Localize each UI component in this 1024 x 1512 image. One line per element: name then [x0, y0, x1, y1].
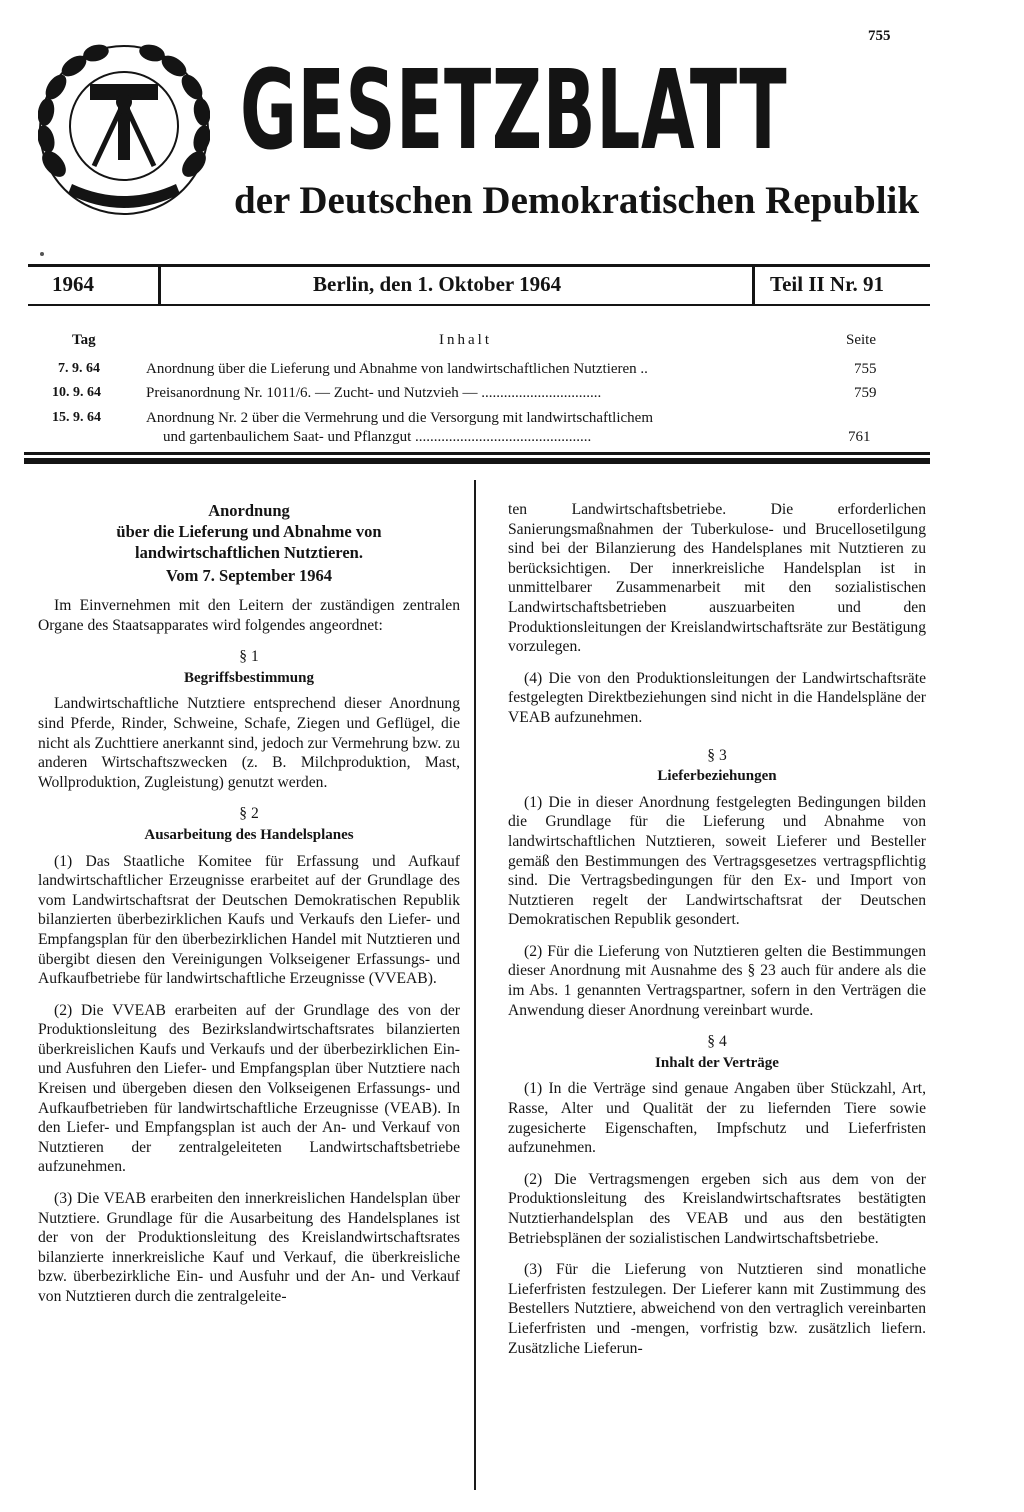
paragraph: Landwirtschaftliche Nutztiere entsprechend dieser Anordnung sind Pferde, Rinder, Schweine, Schafe, Ziegen und Geflügel, die nicht als Zuchttiere anerkannt sind, jedoch zur Vermehrung bzw. zu anderen Wirtschaftszwecken (z. B. Milchproduktion, Mast, Wollproduktion, Zugleistung) genutzt werden. [38, 695, 460, 791]
section-number: § 4 [707, 1033, 727, 1051]
toc-header-inhalt: Inhalt [439, 332, 492, 348]
ordinance-title-line: landwirtschaftlichen Nutztieren. [135, 543, 363, 562]
gazette-title: GESETZBLATT [240, 46, 788, 174]
paragraph: (1) Die in dieser Anordnung festgelegten Bedingungen bilden die Grundlage für die Lieferung und Abnahme von landwirtschaftlichen Nutztieren, soweit Lieferer und Besteller gemäß den Bestimmungen des Vertragsgesetzes vertragspflichtig sind. Die Vertragsbedingungen für den Ex- und Import von Nutztieren regelt der Landwirtschaftsrat der Deutschen Demokratischen Republik gesondert. [508, 793, 926, 929]
toc-row-page: 759 [854, 385, 877, 401]
column-divider [474, 480, 476, 1490]
header-divider-left [158, 264, 161, 306]
header-rule-top [28, 264, 930, 267]
section-title: Begriffsbestimmung [184, 669, 314, 686]
toc-row-title: Anordnung Nr. 2 über die Vermehrung und die Versorgung mit landwirtschaftlichem [146, 410, 653, 426]
section-title: Lieferbeziehungen [657, 768, 777, 785]
ordinance-title-line: Anordnung [208, 501, 290, 520]
toc-row-date: 7. 9. 64 [58, 361, 100, 376]
issue-date: Berlin, den 1. Oktober 1964 [313, 272, 562, 296]
toc-header-seite: Seite [846, 332, 876, 348]
paragraph: (2) Für die Lieferung von Nutztieren gelten die Bestimmungen dieser Anordnung mit Ausnahme des § 23 auch für andere als die im Abs. 1 genannten Vertragspartner, sofern in den Verträgen die Anwendung dieser Anordnung vereinbart wurde. [508, 942, 926, 1019]
paragraph: (3) Für die Lieferung von Nutztieren sind monatliche Lieferfristen festzulegen. Der Lieferer kann mit Zustimmung des Bestellers Nutztiere, abweichend von den vertraglich vereinbarten Lieferfristen und -mengen, vorfristig bzw. zusätzlich liefern. Zusätzliche Lieferun- [508, 1261, 926, 1357]
section-number: § 2 [239, 805, 259, 823]
issue-year: 1964 [52, 272, 94, 296]
section-title: Inhalt der Verträge [655, 1054, 779, 1071]
right-column [508, 500, 926, 1358]
toc-row-title-continued: und gartenbaulichem Saat- und Pflanzgut ............................................... [163, 429, 592, 445]
ordinance-title-line: über die Lieferung und Abnahme von [116, 522, 382, 541]
ordinance-date: Vom 7. September 1964 [166, 566, 332, 585]
header-divider-right [752, 264, 755, 306]
section-number: § 1 [239, 648, 259, 666]
toc-row-date: 15. 9. 64 [52, 410, 101, 425]
toc-row-page: 755 [854, 361, 877, 377]
paragraph: (1) Das Staatliche Komitee für Erfassung und Aufkauf landwirtschaftlicher Erzeugnisse erarbeitet auf der Grundlage des vom Landwirtschaftsrat der Deutschen Demokratischen Republik bilanzierten überbezirklichen Kaufs und Verkaufs den Liefer- und Empfangsplan für den überbezirklichen Handel mit Nutztieren und übergibt diesen den Vereinigungen Volkseigener Erfassungs- und Aufkaufbetriebe für landwirtschaftliche Erzeugnisse (VVEAB). [38, 852, 460, 988]
gazette-subtitle: der Deutschen Demokratischen Republik [234, 179, 920, 222]
header-rule-bottom [28, 304, 930, 306]
section-title: Ausarbeitung des Handelsplanes [144, 826, 354, 843]
issue-number: Teil II Nr. 91 [770, 272, 884, 296]
page-number: 755 [868, 28, 891, 44]
toc-header-tag: Tag [72, 332, 96, 348]
toc-row-title: Anordnung über die Lieferung und Abnahme von landwirtschaftlichen Nutztieren .. [146, 361, 648, 377]
print-dot [40, 252, 44, 256]
toc-rule-thick [24, 458, 930, 464]
paragraph: (2) Die VVEAB erarbeiten auf der Grundlage des von der Produktionsleitung des Bezirkslandwirtschaftsrates bilanzierten überkreislichen Kaufs und Verkaufs und der überbezirklichen Ein- und Ausfuhren den Liefer- und Empfangsplan über Nutztiere nach Kreisen und übergeben diesen den Volkseigenen Erfassungs- und Aufkaufbetrieben für landwirtschaftliche Erzeugnisse (VEAB). In den Liefer- und Empfangsplan ist auch der An- und Verkauf von Nutztieren der zentralgeleiteten Landwirtschaftsbetriebe aufzunehmen. [38, 1001, 460, 1176]
state-emblem [38, 44, 210, 216]
paragraph: (2) Die Vertragsmengen ergeben sich aus dem von der Produktionsleitung des Kreislandwirtschaftsrates bestätigten Nutztierhandelsplan des VEAB und aus den bestätigten Betriebsplänen der sozialistischen Landwirtschaftsbetriebe. [508, 1170, 926, 1247]
left-column [38, 500, 460, 1307]
paragraph: (1) In die Verträge sind genaue Angaben über Stückzahl, Art, Rasse, Alter und Qualität der zu liefernden Tiere sowie zugesicherte Eigenschaften, Impfschutz und Lieferfristen aufzunehmen. [508, 1080, 926, 1157]
paragraph-continued: ten Landwirtschaftsbetriebe. Die erforderlichen Sanierungsmaßnahmen der Tuberkulose- und Brucellosetilgung sind bei der Bilanzierung des Handelsplanes mit Nutztieren zu berücksichtigen. Der innerkreisliche Handelsplan ist in unmittelbarer Zusammenarbeit mit den sozialistischen Landwirtschaftsbetrieben auszuarbeiten und den Produktionsleitungen der Kreislandwirtschaftsräte zur Bestätigung vorzulegen. [508, 501, 926, 656]
intro-paragraph: Im Einvernehmen mit den Leitern der zuständigen zentralen Organe des Staatsapparates wird folgendes angeordnet: [38, 597, 460, 634]
paragraph: (3) Die VEAB erarbeiten den innerkreislichen Handelsplan über Nutztiere. Grundlage für die Ausarbeitung des Handelsplanes ist der von der Produktionsleitung des Kreislandwirtschaftsrates bilanzierte innerkreisliche Kauf und Verkauf, die überkreisliche bzw. überbezirkliche Ein- und Ausfuhr und der An- und Verkauf von Nutztieren durch die zentralgeleite- [38, 1190, 460, 1305]
toc-row-page: 761 [848, 429, 871, 445]
toc-rule-thin [24, 452, 930, 455]
toc-row-date: 10. 9. 64 [52, 385, 101, 400]
section-number: § 3 [707, 746, 727, 764]
paragraph: (4) Die von den Produktionsleitungen der Landwirtschaftsräte festgelegten Direktbeziehungen sind nicht in die Handelspläne der VEAB aufzunehmen. [508, 669, 926, 726]
toc-row-title: Preisanordnung Nr. 1011/6. — Zucht- und Nutzvieh — ................................ [146, 385, 602, 401]
